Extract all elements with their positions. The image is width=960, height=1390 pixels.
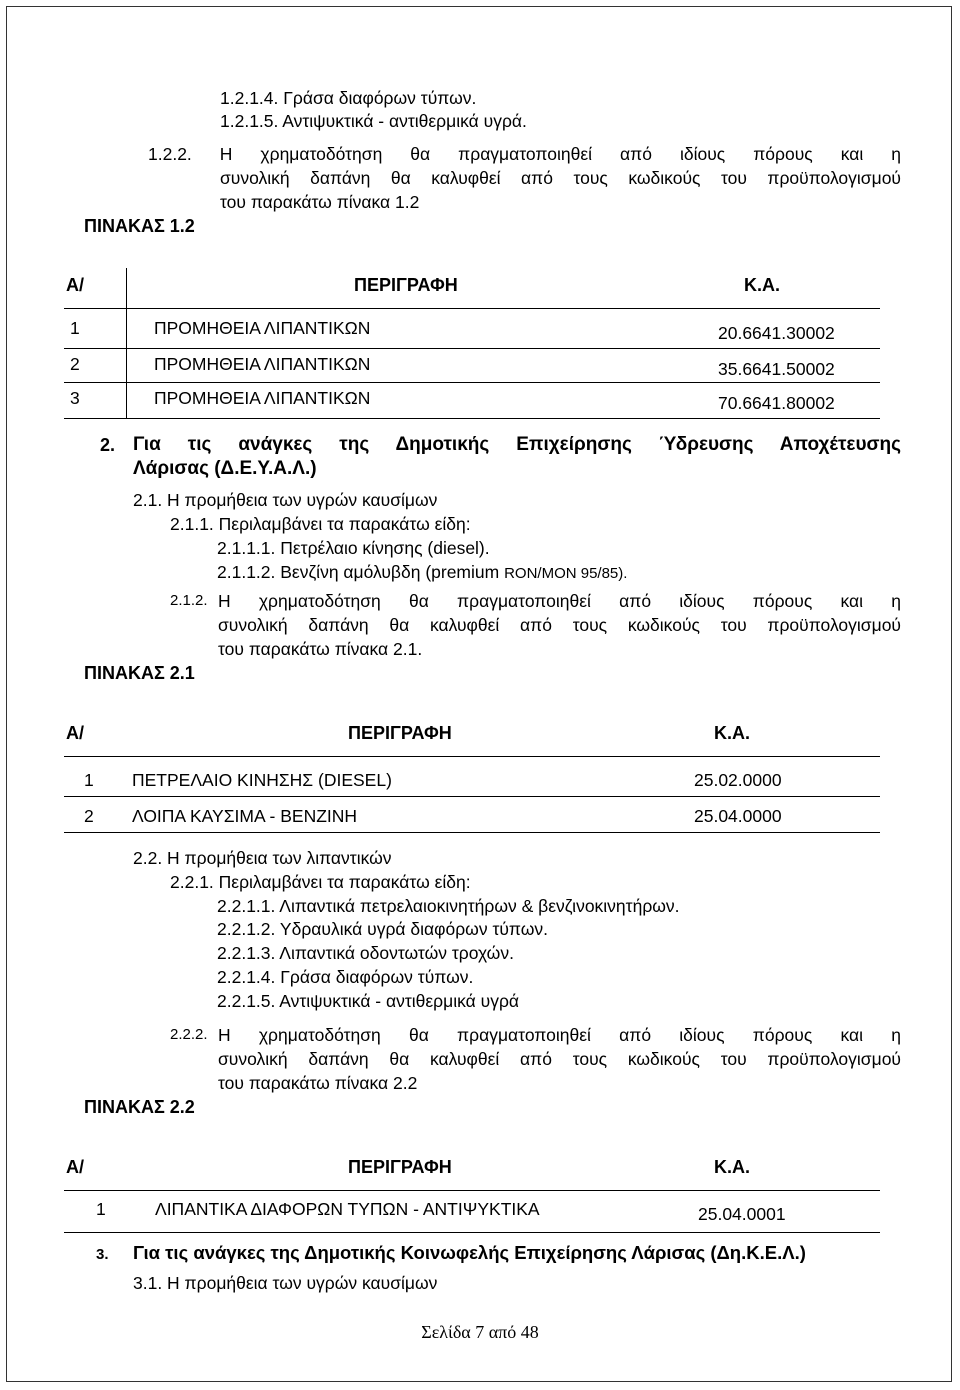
item-1-2-1-4: 1.2.1.4. Γράσα διαφόρων τύπων. (220, 88, 477, 108)
header-num: Α/ (66, 1157, 84, 1177)
section-3-number: 3. (96, 1246, 109, 1263)
row-description: ΛΟΙΠΑ ΚΑΥΣΙΜΑ - ΒΕΝΖΙΝΗ (132, 806, 358, 826)
row-code: 35.6641.50002 (718, 359, 835, 379)
item-2-1: 2.1. Η προμήθεια των υγρών καυσίμων (133, 490, 438, 510)
item-2-2-2-line1: Η χρηματοδότηση θα πραγματοποιηθεί από ιδίους πόρους και η (218, 1025, 901, 1045)
row-divider (64, 1232, 880, 1233)
row-divider (64, 1190, 880, 1191)
item-1-2-1-5: 1.2.1.5. Αντιψυκτικά - αντιθερμικά υγρά. (220, 111, 527, 131)
row-num: 1 (70, 318, 80, 338)
row-code: 70.6641.80002 (718, 393, 835, 413)
header-code: Κ.Α. (714, 1157, 750, 1177)
table-2-2 (64, 1150, 880, 1232)
item-2-2-2-line2: συνολική δαπάνη θα καλυφθεί από τους κωδικούς του προϋπολογισμού (218, 1049, 901, 1069)
section-2-number: 2. (100, 435, 116, 455)
item-2-1-2-line3: του παρακάτω πίνακα 2.1. (218, 639, 423, 659)
item-2-1-1-2 (217, 561, 627, 585)
item-1-2-2-line1: 1.2.2. Η χρηματοδότηση θα πραγματοποιηθεί από ιδίους πόρους και η (148, 144, 901, 164)
item-2-1-2-line1: Η χρηματοδότηση θα πραγματοποιηθεί από ιδίους πόρους και η (218, 591, 901, 611)
item-2-2-1-5: 2.2.1.5. Αντιψυκτικά - αντιθερμικά υγρά (217, 991, 520, 1011)
item-2-1-2-line2: συνολική δαπάνη θα καλυφθεί από τους κωδικούς του προϋπολογισμού (218, 615, 901, 635)
header-num: Α/ (66, 723, 84, 743)
item-2-2-1-3: 2.2.1.3. Λιπαντικά οδοντωτών τροχών. (217, 943, 514, 963)
item-2-2-2-line3: του παρακάτω πίνακα 2.2 (218, 1073, 418, 1093)
table-row (64, 760, 880, 794)
row-code: 25.04.0001 (698, 1204, 786, 1224)
section-2-heading-line1: Για τις ανάγκες της Δημοτικής Επιχείρησης Ύδρευσης Αποχέτευσης (133, 434, 901, 455)
item-2-1-1-2-fuel-spec: RON/MON 95/85). (504, 565, 628, 582)
item-2-2-1-2: 2.2.1.2. Υδραυλικά υγρά διαφόρων τύπων. (217, 919, 549, 939)
item-2-2-1: 2.2.1. Περιλαμβάνει τα παρακάτω είδη: (170, 872, 471, 892)
row-num: 1 (84, 770, 94, 790)
table-row (64, 796, 880, 830)
item-1-2-2-line2: συνολική δαπάνη θα καλυφθεί από τους κωδικούς του προϋπολογισμού (220, 168, 901, 188)
row-code: 25.04.0000 (694, 806, 782, 826)
row-divider (64, 308, 880, 309)
item-2-1-1-1: 2.1.1.1. Πετρέλαιο κίνησης (diesel). (217, 538, 490, 558)
table-row (64, 312, 880, 346)
header-description: ΠΕΡΙΓΡΑΦΗ (348, 1157, 452, 1177)
item-3-1: 3.1. Η προμήθεια των υγρών καυσίμων (133, 1273, 438, 1293)
row-description: ΠΕΤΡΕΛΑΙΟ ΚΙΝΗΣΗΣ (DIESEL) (132, 770, 392, 790)
row-num: 2 (70, 354, 80, 374)
row-divider (64, 418, 880, 419)
item-1-2-2-line3: του παρακάτω πίνακα 1.2 (220, 192, 420, 212)
section-2-heading-line2: Λάρισας (Δ.Ε.Υ.Α.Λ.) (133, 458, 317, 479)
row-num: 1 (96, 1199, 106, 1219)
table-row (64, 348, 880, 382)
row-num: 3 (70, 388, 80, 408)
item-2-2: 2.2. Η προμήθεια των λιπαντικών (133, 848, 392, 868)
row-num: 2 (84, 806, 94, 826)
item-2-2-1-1: 2.2.1.1. Λιπαντικά πετρελαιοκινητήρων & βενζινοκινητήρων. (217, 896, 680, 916)
table-header-row (64, 716, 880, 750)
table-caption-2-2: ΠΙΝΑΚΑΣ 2.2 (84, 1097, 195, 1117)
row-description: ΠΡΟΜΗΘΕΙΑ ΛΙΠΑΝΤΙΚΩΝ (154, 388, 371, 408)
row-code: 25.02.0000 (694, 770, 782, 790)
table-row (64, 1194, 880, 1228)
header-description: ΠΕΡΙΓΡΑΦΗ (354, 275, 458, 295)
table-2-1 (64, 716, 880, 832)
item-2-1-2-number: 2.1.2. (170, 592, 208, 609)
page-number: Σελίδα 7 από 48 (421, 1322, 539, 1342)
table-caption-1-2: ΠΙΝΑΚΑΣ 1.2 (84, 216, 195, 236)
item-2-2-1-4: 2.2.1.4. Γράσα διαφόρων τύπων. (217, 967, 474, 987)
table-caption-2-1: ΠΙΝΑΚΑΣ 2.1 (84, 663, 195, 683)
header-code: Κ.Α. (714, 723, 750, 743)
table-row (64, 382, 880, 416)
header-num: Α/ (66, 275, 84, 295)
table-header-row (64, 268, 880, 302)
item-2-2-2-number: 2.2.2. (170, 1026, 208, 1043)
section-3-heading: Για τις ανάγκες της Δημοτικής Κοινωφελής Επιχείρησης Λάρισας (Δη.Κ.Ε.Λ.) (133, 1242, 806, 1263)
row-description: ΛΙΠΑΝΤΙΚΑ ΔΙΑΦΟΡΩΝ ΤΥΠΩΝ - ΑΝΤΙΨΥΚΤΙΚΑ (155, 1199, 540, 1219)
table-1-2 (64, 268, 880, 418)
header-code: Κ.Α. (744, 275, 780, 295)
row-description: ΠΡΟΜΗΘΕΙΑ ΛΙΠΑΝΤΙΚΩΝ (154, 318, 371, 338)
header-description: ΠΕΡΙΓΡΑΦΗ (348, 723, 452, 743)
row-code: 20.6641.30002 (718, 323, 835, 343)
item-2-1-1: 2.1.1. Περιλαμβάνει τα παρακάτω είδη: (170, 514, 471, 534)
row-divider (64, 756, 880, 757)
row-description: ΠΡΟΜΗΘΕΙΑ ΛΙΠΑΝΤΙΚΩΝ (154, 354, 371, 374)
table-header-row (64, 1150, 880, 1184)
item-2-1-1-2-text: 2.1.1.2. Βενζίνη αμόλυβδη (premium (217, 562, 505, 582)
row-divider (64, 832, 880, 833)
